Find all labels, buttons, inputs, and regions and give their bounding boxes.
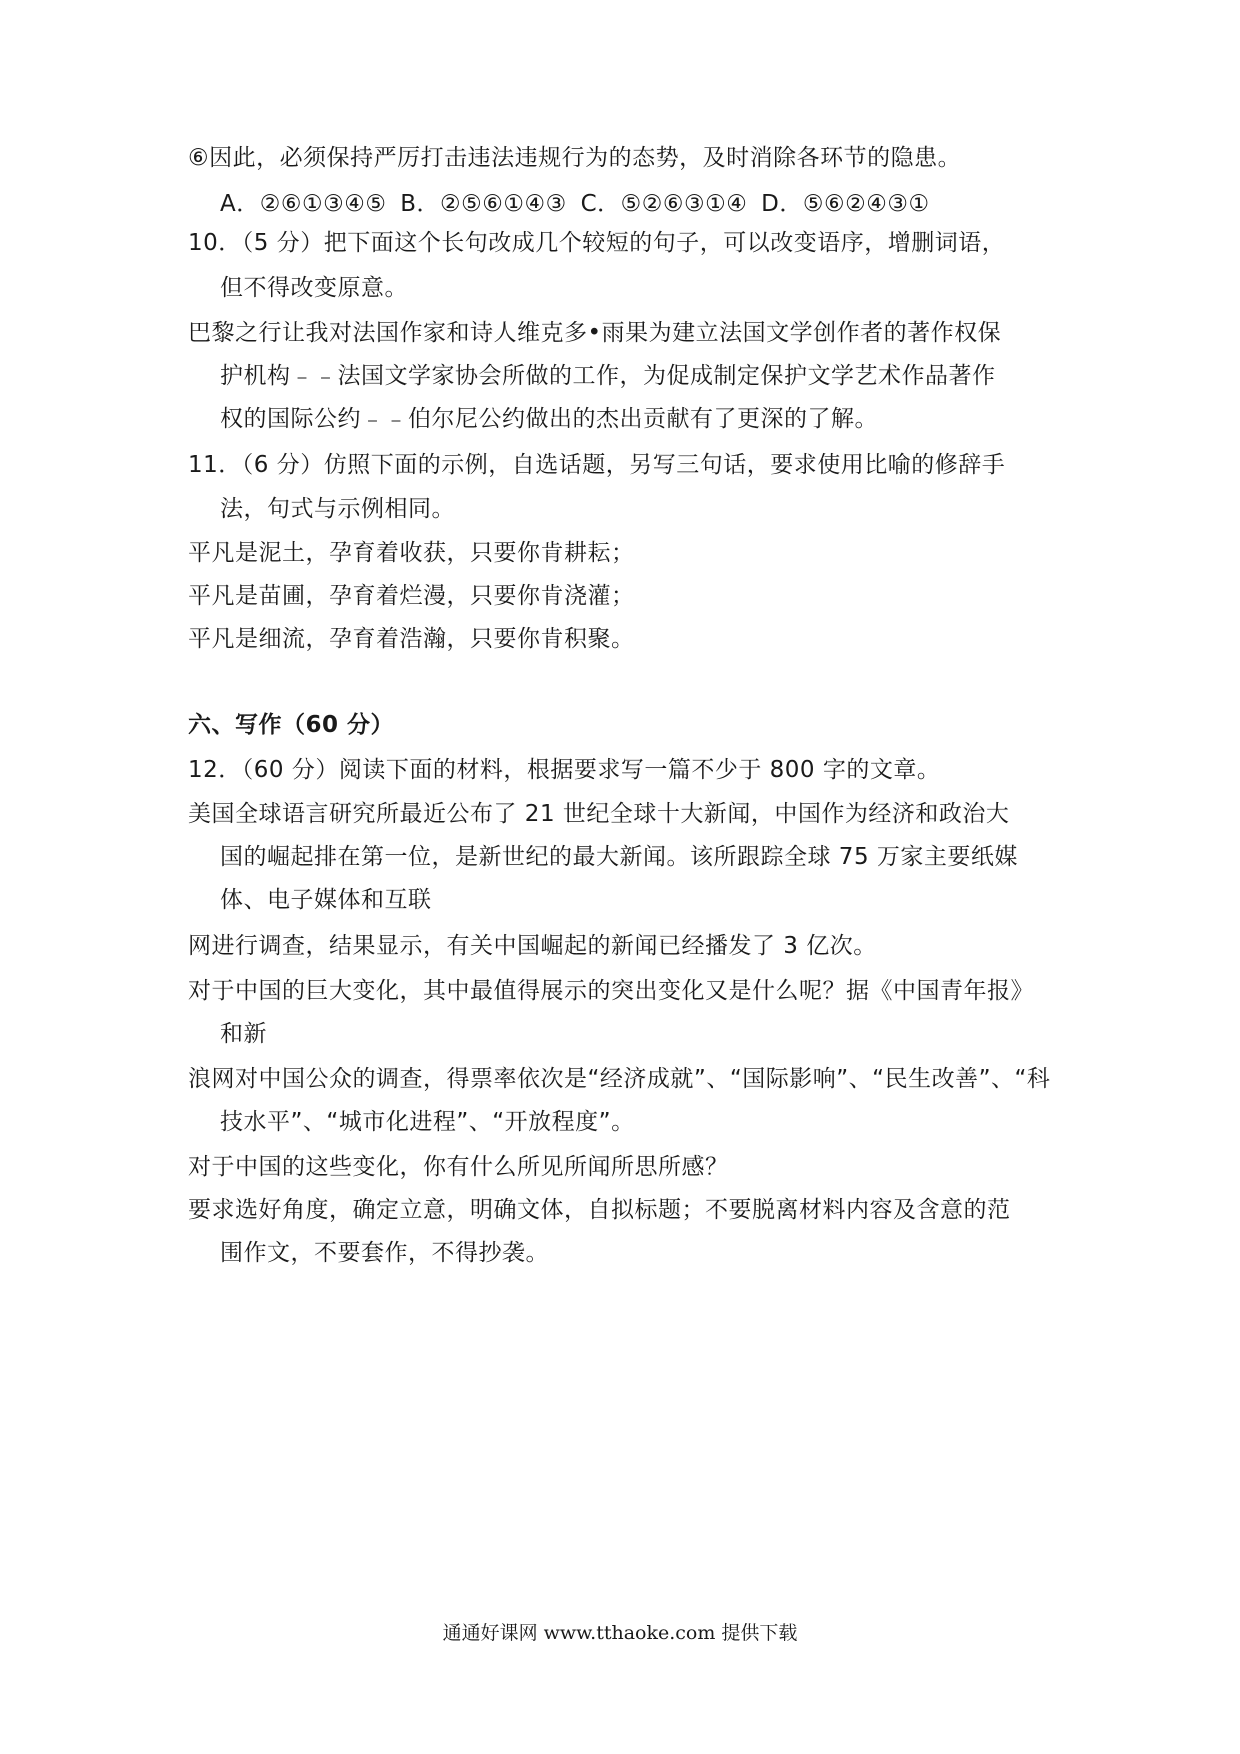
q10-text-line1: 巴黎之行让我对法国作家和诗人维克多•雨果为建立法国文学创作者的著作权保	[188, 320, 1002, 346]
q12-material-line6: 和新	[220, 1021, 267, 1047]
q11-example-3: 平凡是细流，孕育着浩瀚，只要你肯积聚。	[188, 626, 635, 652]
q10-text-line2: 护机构﹣﹣法国文学家协会所做的工作，为促成制定保护文学艺术作品著作	[220, 363, 996, 389]
q10-prompt-line1: 10．（5 分）把下面这个长句改成几个较短的句子，可以改变语序，增删词语，	[188, 230, 1006, 256]
q12-material-line9: 对于中国的这些变化，你有什么所见所闻所思所感？	[188, 1154, 729, 1180]
page-footer: 通通好课网 www.tthaoke.com 提供下载	[442, 1622, 798, 1644]
q12-material-line8: 技水平”、“城市化进程”、“开放程度”。	[220, 1109, 635, 1135]
q12-material-line7: 浪网对中国公众的调查，得票率依次是“经济成就”、“国际影响”、“民生改善”、“科	[188, 1066, 1051, 1092]
q12-material-line1: 美国全球语言研究所最近公布了 21 世纪全球十大新闻，中国作为经济和政治大	[188, 801, 1010, 827]
q12-prompt: 12．（60 分）阅读下面的材料，根据要求写一篇不少于 800 字的文章。	[188, 757, 941, 783]
q9-options: A．②⑥①③④⑤ B．②⑤⑥①④③ C．⑤②⑥③①④ D．⑤⑥②④③①	[220, 191, 930, 217]
q12-material-line4: 网进行调查，结果显示，有关中国崛起的新闻已经播发了 3 亿次。	[188, 933, 877, 959]
q11-example-1: 平凡是泥土，孕育着收获，只要你肯耕耘；	[188, 540, 635, 566]
q11-prompt-line1: 11．（6 分）仿照下面的示例，自选话题，另写三句话，要求使用比喻的修辞手	[188, 452, 1006, 478]
q12-requirement-line2: 围作文，不要套作，不得抄袭。	[220, 1240, 549, 1266]
section-6-heading: 六、写作（60 分）	[188, 712, 395, 738]
q12-requirement-line1: 要求选好角度，确定立意，明确文体，自拟标题；不要脱离材料内容及含意的范	[188, 1197, 1011, 1223]
q10-prompt-line2: 但不得改变原意。	[220, 275, 408, 301]
q11-prompt-line2: 法，句式与示例相同。	[220, 496, 455, 522]
q10-text-line3: 权的国际公约﹣﹣伯尔尼公约做出的杰出贡献有了更深的了解。	[220, 406, 878, 432]
q12-material-line5: 对于中国的巨大变化，其中最值得展示的突出变化又是什么呢？据《中国青年报》	[188, 978, 1034, 1004]
q9-item-6: ⑥因此，必须保持严厉打击违法违规行为的态势，及时消除各环节的隐患。	[188, 145, 962, 171]
q12-material-line3: 体、电子媒体和互联	[220, 887, 432, 913]
q12-material-line2: 国的崛起排在第一位，是新世纪的最大新闻。该所跟踪全球 75 万家主要纸媒	[220, 844, 1018, 870]
q11-example-2: 平凡是苗圃，孕育着烂漫，只要你肯浇灌；	[188, 583, 635, 609]
